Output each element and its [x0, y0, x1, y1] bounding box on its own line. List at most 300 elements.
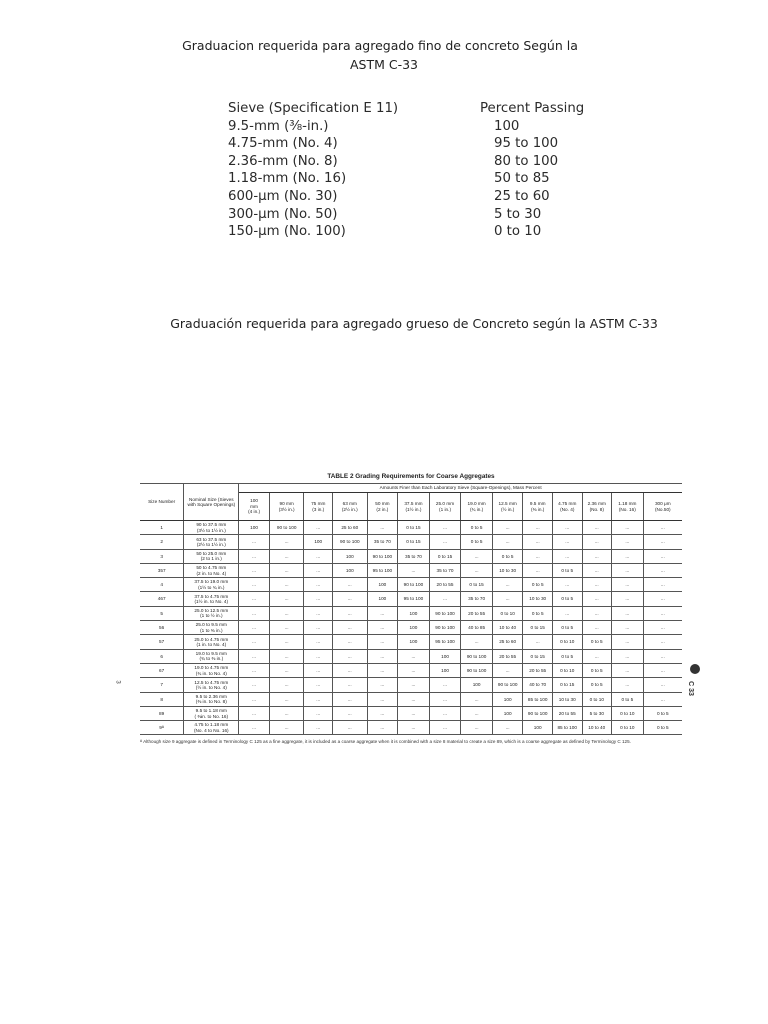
sieve-header-line: 50 mm	[375, 501, 390, 507]
sieve-column-header	[492, 493, 523, 521]
percent-passing-cell: 90 to 100	[492, 678, 523, 692]
percent-passing-cell: ...	[332, 692, 367, 706]
percent-passing-cell: ...	[304, 549, 333, 563]
percent-passing-cell: ...	[367, 678, 398, 692]
nominal-size-line: ( ⅜in. to No. 16)	[194, 713, 229, 719]
nominal-size-line: 50 to 4.75 mm	[196, 565, 227, 571]
sieve-header-line: 9.5 mm	[529, 501, 546, 507]
sieve-header-line: 37.5 mm	[404, 501, 423, 507]
size-number-cell: 467	[140, 592, 184, 606]
sieve-column-header	[304, 493, 333, 521]
percent-passing-cell: 100	[332, 549, 367, 563]
sieve-header-line: (4 in.)	[248, 509, 261, 515]
percent-passing-cell: 10 to 30	[492, 563, 523, 577]
percent-passing-cell: ...	[332, 706, 367, 720]
percent-passing-cell: ...	[612, 663, 644, 677]
table-row	[140, 563, 682, 577]
nominal-size-line: 50 to 25.0 mm	[196, 550, 227, 556]
coarse-table-title: TABLE 2 Grading Requirements for Coarse Aggregates	[327, 473, 495, 480]
percent-passing-cell: ...	[643, 578, 682, 592]
percent-passing-cell: 0 to 10	[612, 706, 644, 720]
sieve-column-header	[552, 493, 582, 521]
sieve-header-line: 100	[250, 498, 258, 504]
percent-passing-cell: ...	[332, 635, 367, 649]
percent-passing-cell: ...	[461, 706, 493, 720]
percent-passing-cell: 90 to 100	[523, 706, 553, 720]
percent-passing-cell: ...	[367, 621, 398, 635]
percent-passing-cell: 0 to 5	[643, 706, 682, 720]
nominal-size-line: (¾ in. to No. 4)	[195, 670, 227, 676]
percent-passing-cell: ...	[643, 635, 682, 649]
percent-passing-cell: ...	[367, 706, 398, 720]
sieve-header-line: (½ in.)	[501, 506, 515, 512]
percent-passing-cell: ...	[332, 578, 367, 592]
percent-passing-cell: 35 to 70	[461, 592, 493, 606]
percent-passing-cell: 0 to 15	[398, 521, 430, 535]
nominal-size-cell	[184, 706, 239, 720]
percent-passing-cell: ...	[398, 721, 430, 735]
sieve-header-line: (1 in.)	[439, 506, 452, 512]
sieve-header-line: 25.0 mm	[435, 501, 455, 507]
nominal-size-cell	[184, 578, 239, 592]
fine-table-row	[228, 153, 608, 171]
percent-passing-cell: ...	[582, 606, 612, 620]
nominal-size-cell	[184, 535, 239, 549]
percent-passing-cell: 0 to 5	[643, 721, 682, 735]
fine-percent-cell: 5 to 30	[494, 206, 542, 222]
fine-table-header	[228, 100, 608, 118]
percent-passing-cell: 90 to 100	[269, 521, 304, 535]
percent-passing-cell: 10 to 30	[523, 592, 553, 606]
percent-passing-cell: ...	[429, 535, 461, 549]
percent-passing-cell: ...	[269, 678, 304, 692]
table-row	[140, 635, 682, 649]
sieve-header-line: (1½ in.)	[405, 506, 422, 512]
sieve-column-header	[461, 493, 493, 521]
percent-passing-cell: ...	[523, 535, 553, 549]
percent-passing-cell: 0 to 5	[582, 678, 612, 692]
percent-passing-cell: ...	[398, 563, 430, 577]
percent-passing-cell: ...	[552, 606, 582, 620]
percent-passing-cell: 100	[239, 521, 270, 535]
sieve-header-line: (3½ in.)	[278, 506, 295, 512]
nominal-size-line: (⅜ in. to No. 8)	[195, 699, 227, 705]
sieve-column-header	[367, 493, 398, 521]
percent-passing-cell: ...	[612, 621, 644, 635]
size-number-cell: 89	[140, 706, 184, 720]
size-number-cell: 3	[140, 549, 184, 563]
percent-passing-cell: ...	[429, 592, 461, 606]
percent-passing-cell: 90 to 100	[461, 649, 493, 663]
fine-percent-cell: 100	[494, 118, 520, 134]
percent-passing-cell: ...	[239, 649, 270, 663]
nominal-size-cell	[184, 549, 239, 563]
percent-passing-cell: ...	[461, 635, 493, 649]
percent-passing-cell: ...	[304, 692, 333, 706]
nominal-size-cell	[184, 649, 239, 663]
percent-passing-cell: ...	[612, 563, 644, 577]
percent-passing-cell: 20 to 55	[492, 649, 523, 663]
page-number: 3	[114, 680, 121, 684]
percent-passing-cell: ...	[461, 692, 493, 706]
sieve-header-line: (No.50)	[654, 506, 671, 512]
percent-passing-cell: ...	[367, 692, 398, 706]
percent-passing-cell: ...	[239, 535, 270, 549]
percent-passing-cell: ...	[332, 649, 367, 663]
percent-passing-cell: 90 to 100	[429, 621, 461, 635]
percent-passing-cell: ...	[332, 621, 367, 635]
percent-passing-cell: ...	[552, 535, 582, 549]
astm-side-label	[686, 664, 702, 704]
fine-sieve-cell: 4.75-mm (No. 4)	[228, 136, 338, 152]
fine-percent-cell: 0 to 10	[494, 224, 542, 240]
percent-passing-cell: ...	[612, 578, 644, 592]
percent-passing-cell: 100	[398, 621, 430, 635]
percent-passing-cell: 95 to 100	[398, 592, 430, 606]
sieve-header-line: mm	[250, 503, 258, 509]
percent-passing-cell: 0 to 5	[612, 692, 644, 706]
nominal-size-line: 19.0 to 9.5 mm	[195, 650, 227, 656]
table-row	[140, 535, 682, 549]
percent-passing-cell: 100	[523, 721, 553, 735]
percent-passing-cell: 10 to 30	[552, 692, 582, 706]
percent-passing-cell: ...	[304, 621, 333, 635]
percent-passing-cell: ...	[398, 706, 430, 720]
sieve-header-line: (⅜ in.)	[531, 506, 545, 512]
fine-table-row	[228, 170, 608, 188]
percent-passing-cell: ...	[367, 606, 398, 620]
percent-passing-cell: ...	[269, 606, 304, 620]
percent-passing-cell: 0 to 5	[461, 535, 493, 549]
sieve-header-line: 12.5 mm	[498, 501, 517, 507]
percent-passing-cell: ...	[269, 621, 304, 635]
nominal-size-cell	[184, 678, 239, 692]
percent-passing-cell: ...	[304, 663, 333, 677]
nominal-size-line: 9.5 to 1.18 mm	[195, 708, 227, 714]
percent-passing-cell: ...	[461, 549, 493, 563]
table-row	[140, 721, 682, 735]
percent-passing-cell: ...	[239, 692, 270, 706]
percent-passing-cell: ...	[582, 578, 612, 592]
percent-passing-cell: 20 to 55	[523, 663, 553, 677]
percent-passing-cell: 100	[492, 706, 523, 720]
percent-passing-cell: 0 to 15	[461, 578, 493, 592]
percent-passing-cell: ...	[332, 721, 367, 735]
sieve-column-header	[398, 493, 430, 521]
sieve-column-header	[643, 493, 682, 521]
fine-sieve-cell: 2.36-mm (No. 8)	[228, 153, 338, 169]
percent-passing-cell: ...	[304, 649, 333, 663]
percent-passing-cell: ...	[492, 721, 523, 735]
col-size-number: Size Number	[140, 484, 184, 521]
fine-aggregate-heading-line2: ASTM C-33	[349, 57, 419, 72]
table-row	[140, 606, 682, 620]
percent-passing-cell: ...	[269, 663, 304, 677]
percent-passing-cell: ...	[239, 621, 270, 635]
table-row	[140, 692, 682, 706]
percent-passing-cell: ...	[239, 563, 270, 577]
percent-passing-cell: ...	[304, 563, 333, 577]
percent-passing-cell: ...	[429, 678, 461, 692]
sieve-column-header	[332, 493, 367, 521]
percent-passing-cell: ...	[643, 663, 682, 677]
percent-passing-cell: ...	[552, 521, 582, 535]
nominal-size-line: (No. 4 to No. 16)	[193, 727, 229, 733]
sieve-header-line: (¾ in.)	[469, 506, 484, 512]
size-number-cell: 5	[140, 606, 184, 620]
sieve-header-line: (2½ in.)	[341, 506, 358, 512]
percent-passing-cell: 85 to 100	[552, 721, 582, 735]
percent-passing-cell: 90 to 100	[398, 578, 430, 592]
percent-passing-cell: ...	[332, 606, 367, 620]
percent-passing-cell: ...	[643, 649, 682, 663]
percent-passing-cell: ...	[398, 692, 430, 706]
sieve-column-header	[523, 493, 553, 521]
nominal-size-line: 63 to 37.5 mm	[196, 536, 227, 542]
percent-passing-cell: ...	[643, 606, 682, 620]
percent-passing-cell: 0 to 5	[492, 549, 523, 563]
percent-passing-cell: 95 to 100	[429, 635, 461, 649]
percent-passing-cell: ...	[429, 521, 461, 535]
percent-passing-cell: 0 to 5	[552, 621, 582, 635]
percent-passing-cell: ...	[239, 721, 270, 735]
nominal-size-line: 12.5 to 4.75 mm	[194, 679, 229, 685]
sieve-column-header	[269, 493, 304, 521]
percent-passing-cell: 100	[398, 635, 430, 649]
fine-header-percent: Percent Passing	[480, 101, 585, 116]
percent-passing-cell: ...	[492, 663, 523, 677]
percent-passing-cell: 95 to 100	[367, 563, 398, 577]
percent-passing-cell: ...	[552, 549, 582, 563]
percent-passing-cell: ...	[304, 606, 333, 620]
nominal-size-line: (1 to ⅜ in.)	[200, 627, 223, 633]
percent-passing-cell: ...	[269, 549, 304, 563]
percent-passing-cell: 90 to 100	[367, 549, 398, 563]
table-row	[140, 706, 682, 720]
percent-passing-cell: 20 to 55	[552, 706, 582, 720]
percent-passing-cell: ...	[492, 592, 523, 606]
percent-passing-cell: 100	[367, 592, 398, 606]
percent-passing-cell: ...	[304, 578, 333, 592]
percent-passing-cell: ...	[367, 649, 398, 663]
nominal-size-line: 90 to 37.5 mm	[196, 522, 227, 528]
percent-passing-cell: ...	[643, 692, 682, 706]
percent-passing-cell: ...	[239, 549, 270, 563]
nominal-size-line: (1½ in. to No. 4)	[194, 599, 229, 605]
percent-passing-cell: ...	[269, 578, 304, 592]
percent-passing-cell: 10 to 40	[582, 721, 612, 735]
percent-passing-cell: ...	[304, 721, 333, 735]
fine-percent-cell: 95 to 100	[494, 136, 559, 152]
percent-passing-cell: ...	[492, 535, 523, 549]
nominal-size-line: (½ in. to No. 4)	[195, 684, 227, 690]
nominal-size-cell	[184, 692, 239, 706]
size-number-cell: 2	[140, 535, 184, 549]
percent-passing-cell: 0 to 15	[398, 535, 430, 549]
size-number-cell: 57	[140, 635, 184, 649]
percent-passing-cell: ...	[269, 635, 304, 649]
fine-table-row	[228, 188, 608, 206]
percent-passing-cell: 0 to 5	[552, 563, 582, 577]
fine-table-row	[228, 118, 608, 136]
percent-passing-cell: 0 to 5	[582, 635, 612, 649]
percent-passing-cell: 0 to 10	[552, 635, 582, 649]
table-row	[140, 578, 682, 592]
nominal-size-cell	[184, 621, 239, 635]
fine-percent-cell: 50 to 85	[494, 171, 550, 187]
nominal-size-line: (1½ to ¾ in.)	[198, 584, 225, 590]
percent-passing-cell: ...	[523, 549, 553, 563]
nominal-size-line: 25.0 to 9.5 mm	[195, 622, 227, 628]
fine-header-sieve: Sieve (Specification E 11)	[228, 101, 399, 116]
nominal-size-cell	[184, 663, 239, 677]
percent-passing-cell: ...	[367, 521, 398, 535]
percent-passing-cell: ...	[239, 578, 270, 592]
sieve-header-line: 75 mm	[311, 501, 326, 507]
percent-passing-cell: 0 to 10	[582, 692, 612, 706]
percent-passing-cell: ...	[269, 592, 304, 606]
nominal-size-line: 25.0 to 4.75 mm	[194, 636, 229, 642]
coarse-aggregate-heading: Graduación requerida para agregado grueso de Concreto según la ASTM C-33	[170, 316, 658, 331]
percent-passing-cell: ...	[239, 592, 270, 606]
percent-passing-cell: ...	[612, 678, 644, 692]
table-row	[140, 663, 682, 677]
percent-passing-cell: ...	[398, 678, 430, 692]
astm-designation-label: C 33	[686, 681, 694, 696]
sieve-header-line: (No. 4)	[560, 506, 575, 512]
percent-passing-cell: 0 to 5	[552, 649, 582, 663]
sieve-header-line: (2 in.)	[376, 506, 389, 512]
percent-passing-cell: ...	[239, 635, 270, 649]
nominal-size-line: (2 to 1 in.)	[200, 556, 222, 562]
sieve-header-line: 63 mm	[342, 501, 357, 507]
percent-passing-cell: ...	[582, 621, 612, 635]
percent-passing-cell: ...	[429, 692, 461, 706]
percent-passing-cell: ...	[461, 721, 493, 735]
percent-passing-cell: ...	[492, 521, 523, 535]
table-row	[140, 678, 682, 692]
size-number-cell: 6	[140, 649, 184, 663]
percent-passing-cell: 0 to 5	[523, 606, 553, 620]
nominal-size-cell	[184, 606, 239, 620]
fine-sieve-cell: 1.18-mm (No. 16)	[228, 171, 347, 187]
percent-passing-cell: 25 to 60	[332, 521, 367, 535]
percent-passing-cell: ...	[398, 649, 430, 663]
percent-passing-cell: ...	[612, 649, 644, 663]
percent-passing-cell: 35 to 70	[429, 563, 461, 577]
percent-passing-cell: ...	[643, 621, 682, 635]
nominal-size-line: (3½ to 1½ in.)	[196, 527, 226, 533]
percent-passing-cell: ...	[269, 535, 304, 549]
percent-passing-cell: 100	[332, 563, 367, 577]
percent-passing-cell: 0 to 10	[612, 721, 644, 735]
size-number-cell: 1	[140, 521, 184, 535]
size-number-cell: 7	[140, 678, 184, 692]
percent-passing-cell: ...	[643, 678, 682, 692]
percent-passing-cell: ...	[461, 563, 493, 577]
percent-passing-cell: 100	[367, 578, 398, 592]
percent-passing-cell: 100	[429, 663, 461, 677]
nominal-size-line: 9.5 to 2.36 mm	[195, 693, 227, 699]
col-nominal-size: Nominal Size (Sieves with Square Openings)	[184, 484, 239, 521]
sieve-column-header	[429, 493, 461, 521]
fine-sieve-cell: 600-μm (No. 30)	[228, 188, 338, 204]
percent-passing-cell: ...	[398, 663, 430, 677]
sieve-header-line: (No. 16)	[618, 506, 636, 512]
nominal-size-line: 25.0 to 12.5 mm	[194, 608, 229, 614]
fine-table-row	[228, 135, 608, 153]
sieve-header-line: (3 in.)	[312, 506, 325, 512]
sieve-header-line: 4.75 mm	[558, 501, 577, 507]
percent-passing-cell: 90 to 100	[429, 606, 461, 620]
percent-passing-cell: ...	[304, 706, 333, 720]
percent-passing-cell: ...	[612, 606, 644, 620]
percent-passing-cell: 10 to 40	[492, 621, 523, 635]
percent-passing-cell: 20 to 55	[461, 606, 493, 620]
table-row	[140, 592, 682, 606]
percent-passing-cell: ...	[582, 535, 612, 549]
percent-passing-cell: ...	[269, 692, 304, 706]
percent-passing-cell: 5 to 30	[582, 706, 612, 720]
percent-passing-cell: 100	[492, 692, 523, 706]
percent-passing-cell: ...	[523, 563, 553, 577]
percent-passing-cell: 0 to 5	[582, 663, 612, 677]
coarse-aggregate-table	[140, 483, 682, 735]
percent-passing-cell: ...	[582, 563, 612, 577]
table-row	[140, 521, 682, 535]
percent-passing-cell: ...	[612, 549, 644, 563]
percent-passing-cell: ...	[332, 678, 367, 692]
percent-passing-cell: ...	[332, 663, 367, 677]
table-row	[140, 649, 682, 663]
percent-passing-cell: ...	[582, 592, 612, 606]
fine-table-row	[228, 206, 608, 224]
percent-passing-cell: ...	[332, 592, 367, 606]
fine-percent-cell: 25 to 60	[494, 188, 550, 204]
fine-sieve-cell: 300-μm (No. 50)	[228, 206, 338, 222]
sieve-header-line: (No. 8)	[589, 506, 604, 512]
sieve-header-line: 1.18 mm	[618, 501, 637, 507]
percent-passing-cell: ...	[304, 635, 333, 649]
fine-sieve-cell: 9.5-mm (⅜-in.)	[228, 118, 329, 134]
percent-passing-cell: ...	[304, 521, 333, 535]
sieve-column-header	[582, 493, 612, 521]
sieve-header-line: 19.0 mm	[467, 501, 486, 507]
sieve-column-header	[612, 493, 644, 521]
nominal-size-line: 4.75 to 1.18 mm	[194, 722, 229, 728]
nominal-size-line: (1 in. to No. 4)	[196, 642, 227, 648]
percent-passing-cell: 100	[461, 678, 493, 692]
fine-percent-cell: 80 to 100	[494, 153, 559, 169]
percent-passing-cell: ...	[269, 649, 304, 663]
percent-passing-cell: 0 to 5	[523, 578, 553, 592]
percent-passing-cell: ...	[643, 549, 682, 563]
nominal-size-line: (1 to ½ in.)	[200, 613, 223, 619]
percent-passing-cell: ...	[523, 521, 553, 535]
percent-passing-cell: 100	[398, 606, 430, 620]
fine-aggregate-table	[228, 100, 608, 241]
percent-passing-cell: ...	[552, 578, 582, 592]
sieve-header-line: 90 mm	[279, 501, 294, 507]
size-number-cell: 8	[140, 692, 184, 706]
nominal-size-line: (2 in. to No. 4)	[196, 570, 227, 576]
fine-aggregate-heading-line1: Graduacion requerida para agregado fino de concreto Según la	[182, 38, 578, 53]
percent-passing-cell: 40 to 85	[461, 621, 493, 635]
nominal-size-line: 37.5 to 19.0 mm	[194, 579, 229, 585]
percent-passing-cell: 0 to 5	[461, 521, 493, 535]
percent-passing-cell: 25 to 60	[492, 635, 523, 649]
nominal-size-cell	[184, 635, 239, 649]
